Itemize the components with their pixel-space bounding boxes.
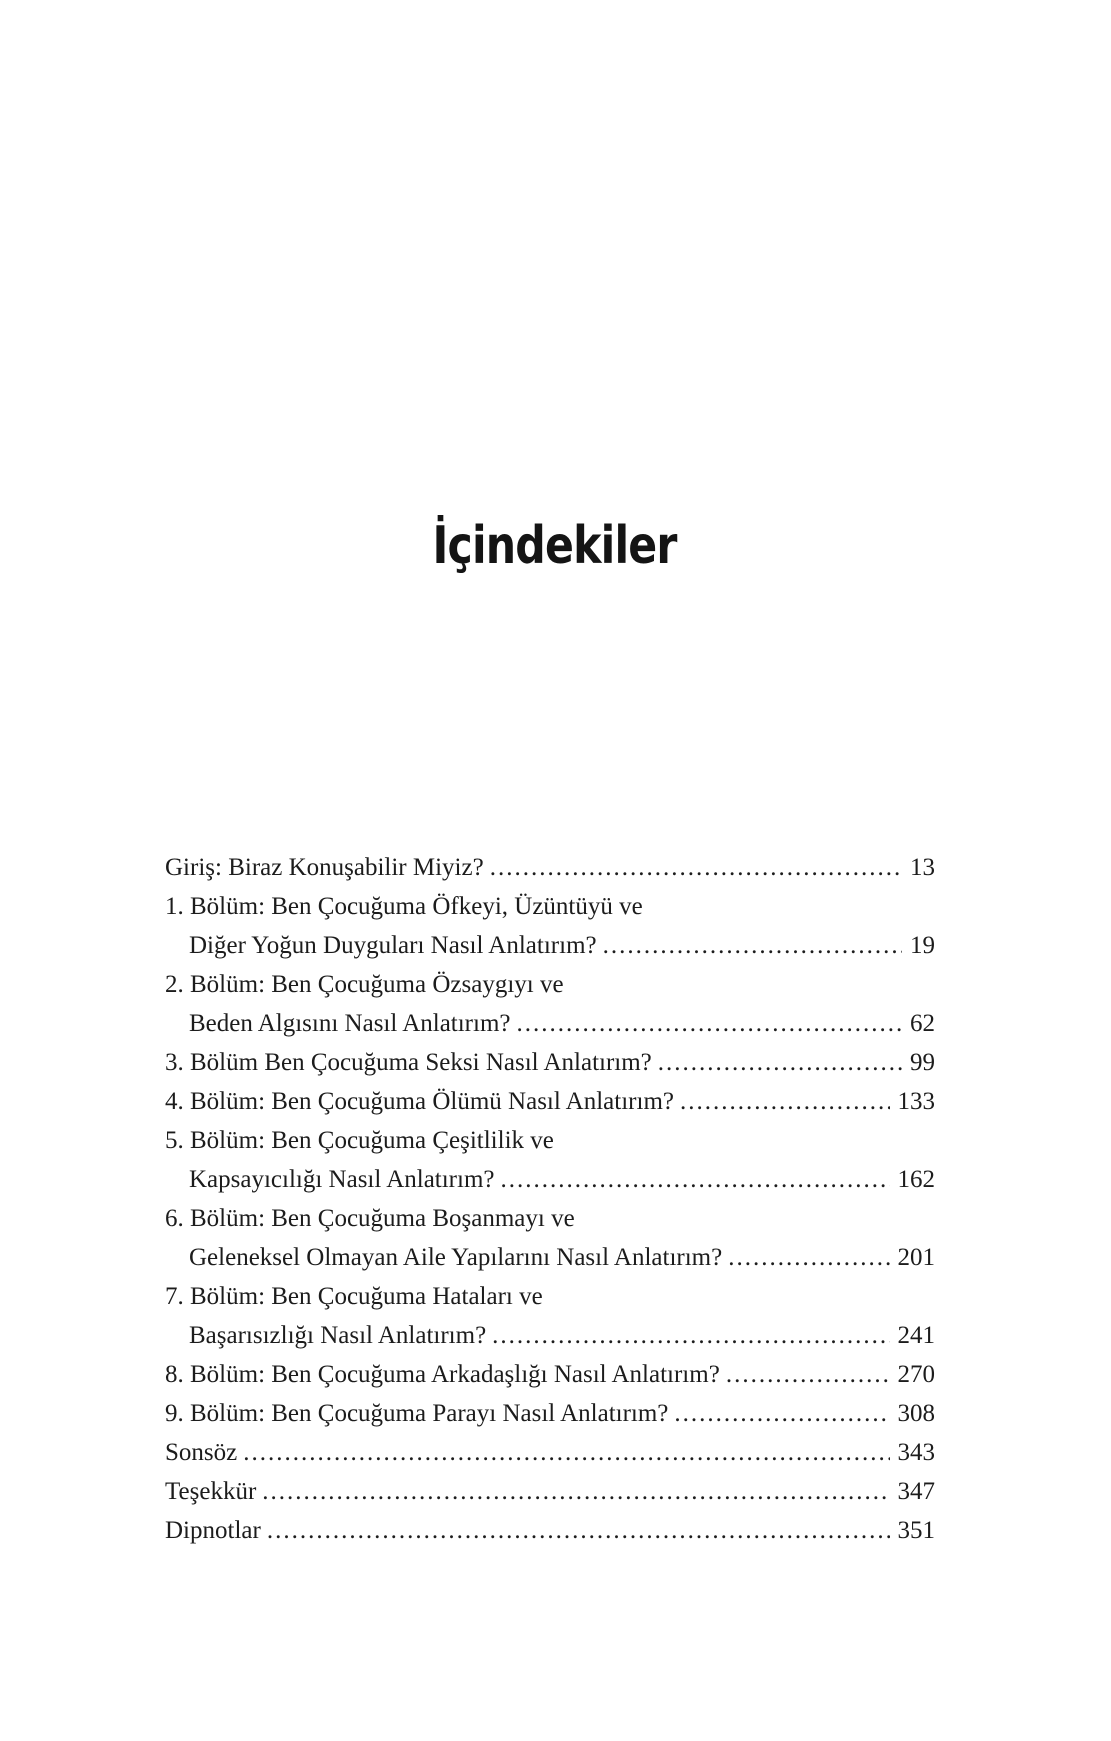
toc-page-number: 133 — [897, 1088, 935, 1115]
toc-entry-title: Sonsöz — [165, 1439, 238, 1466]
toc-entry-continuation — [165, 926, 935, 965]
toc-entry-subtitle: Kapsayıcılığı Nasıl Anlatırım? — [189, 1166, 495, 1193]
toc-page-number: 347 — [897, 1478, 935, 1505]
toc-entry-title: 2. Bölüm: Ben Çocuğuma Özsaygıyı ve — [165, 971, 564, 998]
toc-entry-title: 4. Bölüm: Ben Çocuğuma Ölümü Nasıl Anlatırım? — [165, 1088, 674, 1115]
toc-entry-subtitle: Geleneksel Olmayan Aile Yapılarını Nasıl Anlatırım? — [189, 1244, 723, 1271]
toc-dot-leader — [262, 1472, 889, 1511]
toc-entry — [165, 887, 935, 926]
toc-entry — [165, 848, 935, 887]
toc-dot-leader — [728, 1238, 889, 1277]
toc-page-number: 201 — [897, 1244, 935, 1271]
toc-entry-continuation — [165, 1160, 935, 1199]
toc-entry-continuation — [165, 1316, 935, 1355]
toc-page-number: 13 — [910, 854, 935, 881]
toc-entry-title: Giriş: Biraz Konuşabilir Miyiz? — [165, 854, 484, 881]
toc-page-number: 241 — [897, 1322, 935, 1349]
toc-entry-title: 8. Bölüm: Ben Çocuğuma Arkadaşlığı Nasıl Anlatırım? — [165, 1361, 720, 1388]
toc-page-number: 270 — [897, 1361, 935, 1388]
toc-entry-title: 5. Bölüm: Ben Çocuğuma Çeşitlilik ve — [165, 1127, 554, 1154]
toc-entry-title: Teşekkür — [165, 1478, 257, 1505]
toc-entry-subtitle: Başarısızlığı Nasıl Anlatırım? — [189, 1322, 487, 1349]
toc-entry — [165, 1082, 935, 1121]
toc-page-number: 99 — [910, 1049, 935, 1076]
toc-dot-leader — [603, 926, 902, 965]
toc-dot-leader — [658, 1043, 902, 1082]
toc-entry-subtitle: Diğer Yoğun Duyguları Nasıl Anlatırım? — [189, 932, 597, 959]
toc-entry — [165, 1433, 935, 1472]
toc-page-number: 308 — [897, 1400, 935, 1427]
toc-dot-leader — [517, 1004, 903, 1043]
toc-entry — [165, 1472, 935, 1511]
toc-dot-leader — [243, 1433, 889, 1472]
toc-dot-leader — [267, 1511, 890, 1550]
toc-page-number: 62 — [910, 1010, 935, 1037]
toc-page-number: 351 — [897, 1517, 935, 1544]
toc-entry — [165, 1199, 935, 1238]
toc-entry — [165, 1355, 935, 1394]
page-title: İçindekiler — [432, 516, 677, 576]
toc-page-number: 19 — [910, 932, 935, 959]
toc-dot-leader — [726, 1355, 890, 1394]
toc-page-number: 343 — [897, 1439, 935, 1466]
toc-entry — [165, 1043, 935, 1082]
toc-entry-subtitle: Beden Algısını Nasıl Anlatırım? — [189, 1010, 511, 1037]
toc-entry-title: Dipnotlar — [165, 1517, 261, 1544]
table-of-contents — [165, 848, 935, 1550]
toc-dot-leader — [674, 1394, 889, 1433]
toc-entry — [165, 1394, 935, 1433]
toc-entry — [165, 1277, 935, 1316]
toc-entry-title: 9. Bölüm: Ben Çocuğuma Parayı Nasıl Anlatırım? — [165, 1400, 669, 1427]
toc-entry — [165, 1511, 935, 1550]
toc-dot-leader — [492, 1316, 889, 1355]
toc-entry-continuation — [165, 1004, 935, 1043]
toc-entry — [165, 1121, 935, 1160]
toc-entry-title: 1. Bölüm: Ben Çocuğuma Öfkeyi, Üzüntüyü ve — [165, 893, 643, 920]
toc-dot-leader — [490, 848, 902, 887]
toc-entry-title: 3. Bölüm Ben Çocuğuma Seksi Nasıl Anlatırım? — [165, 1049, 652, 1076]
toc-entry-title: 6. Bölüm: Ben Çocuğuma Boşanmayı ve — [165, 1205, 575, 1232]
toc-page-number: 162 — [897, 1166, 935, 1193]
toc-entry-continuation — [165, 1238, 935, 1277]
toc-dot-leader — [680, 1082, 890, 1121]
toc-dot-leader — [501, 1160, 890, 1199]
toc-entry — [165, 965, 935, 1004]
toc-entry-title: 7. Bölüm: Ben Çocuğuma Hataları ve — [165, 1283, 543, 1310]
